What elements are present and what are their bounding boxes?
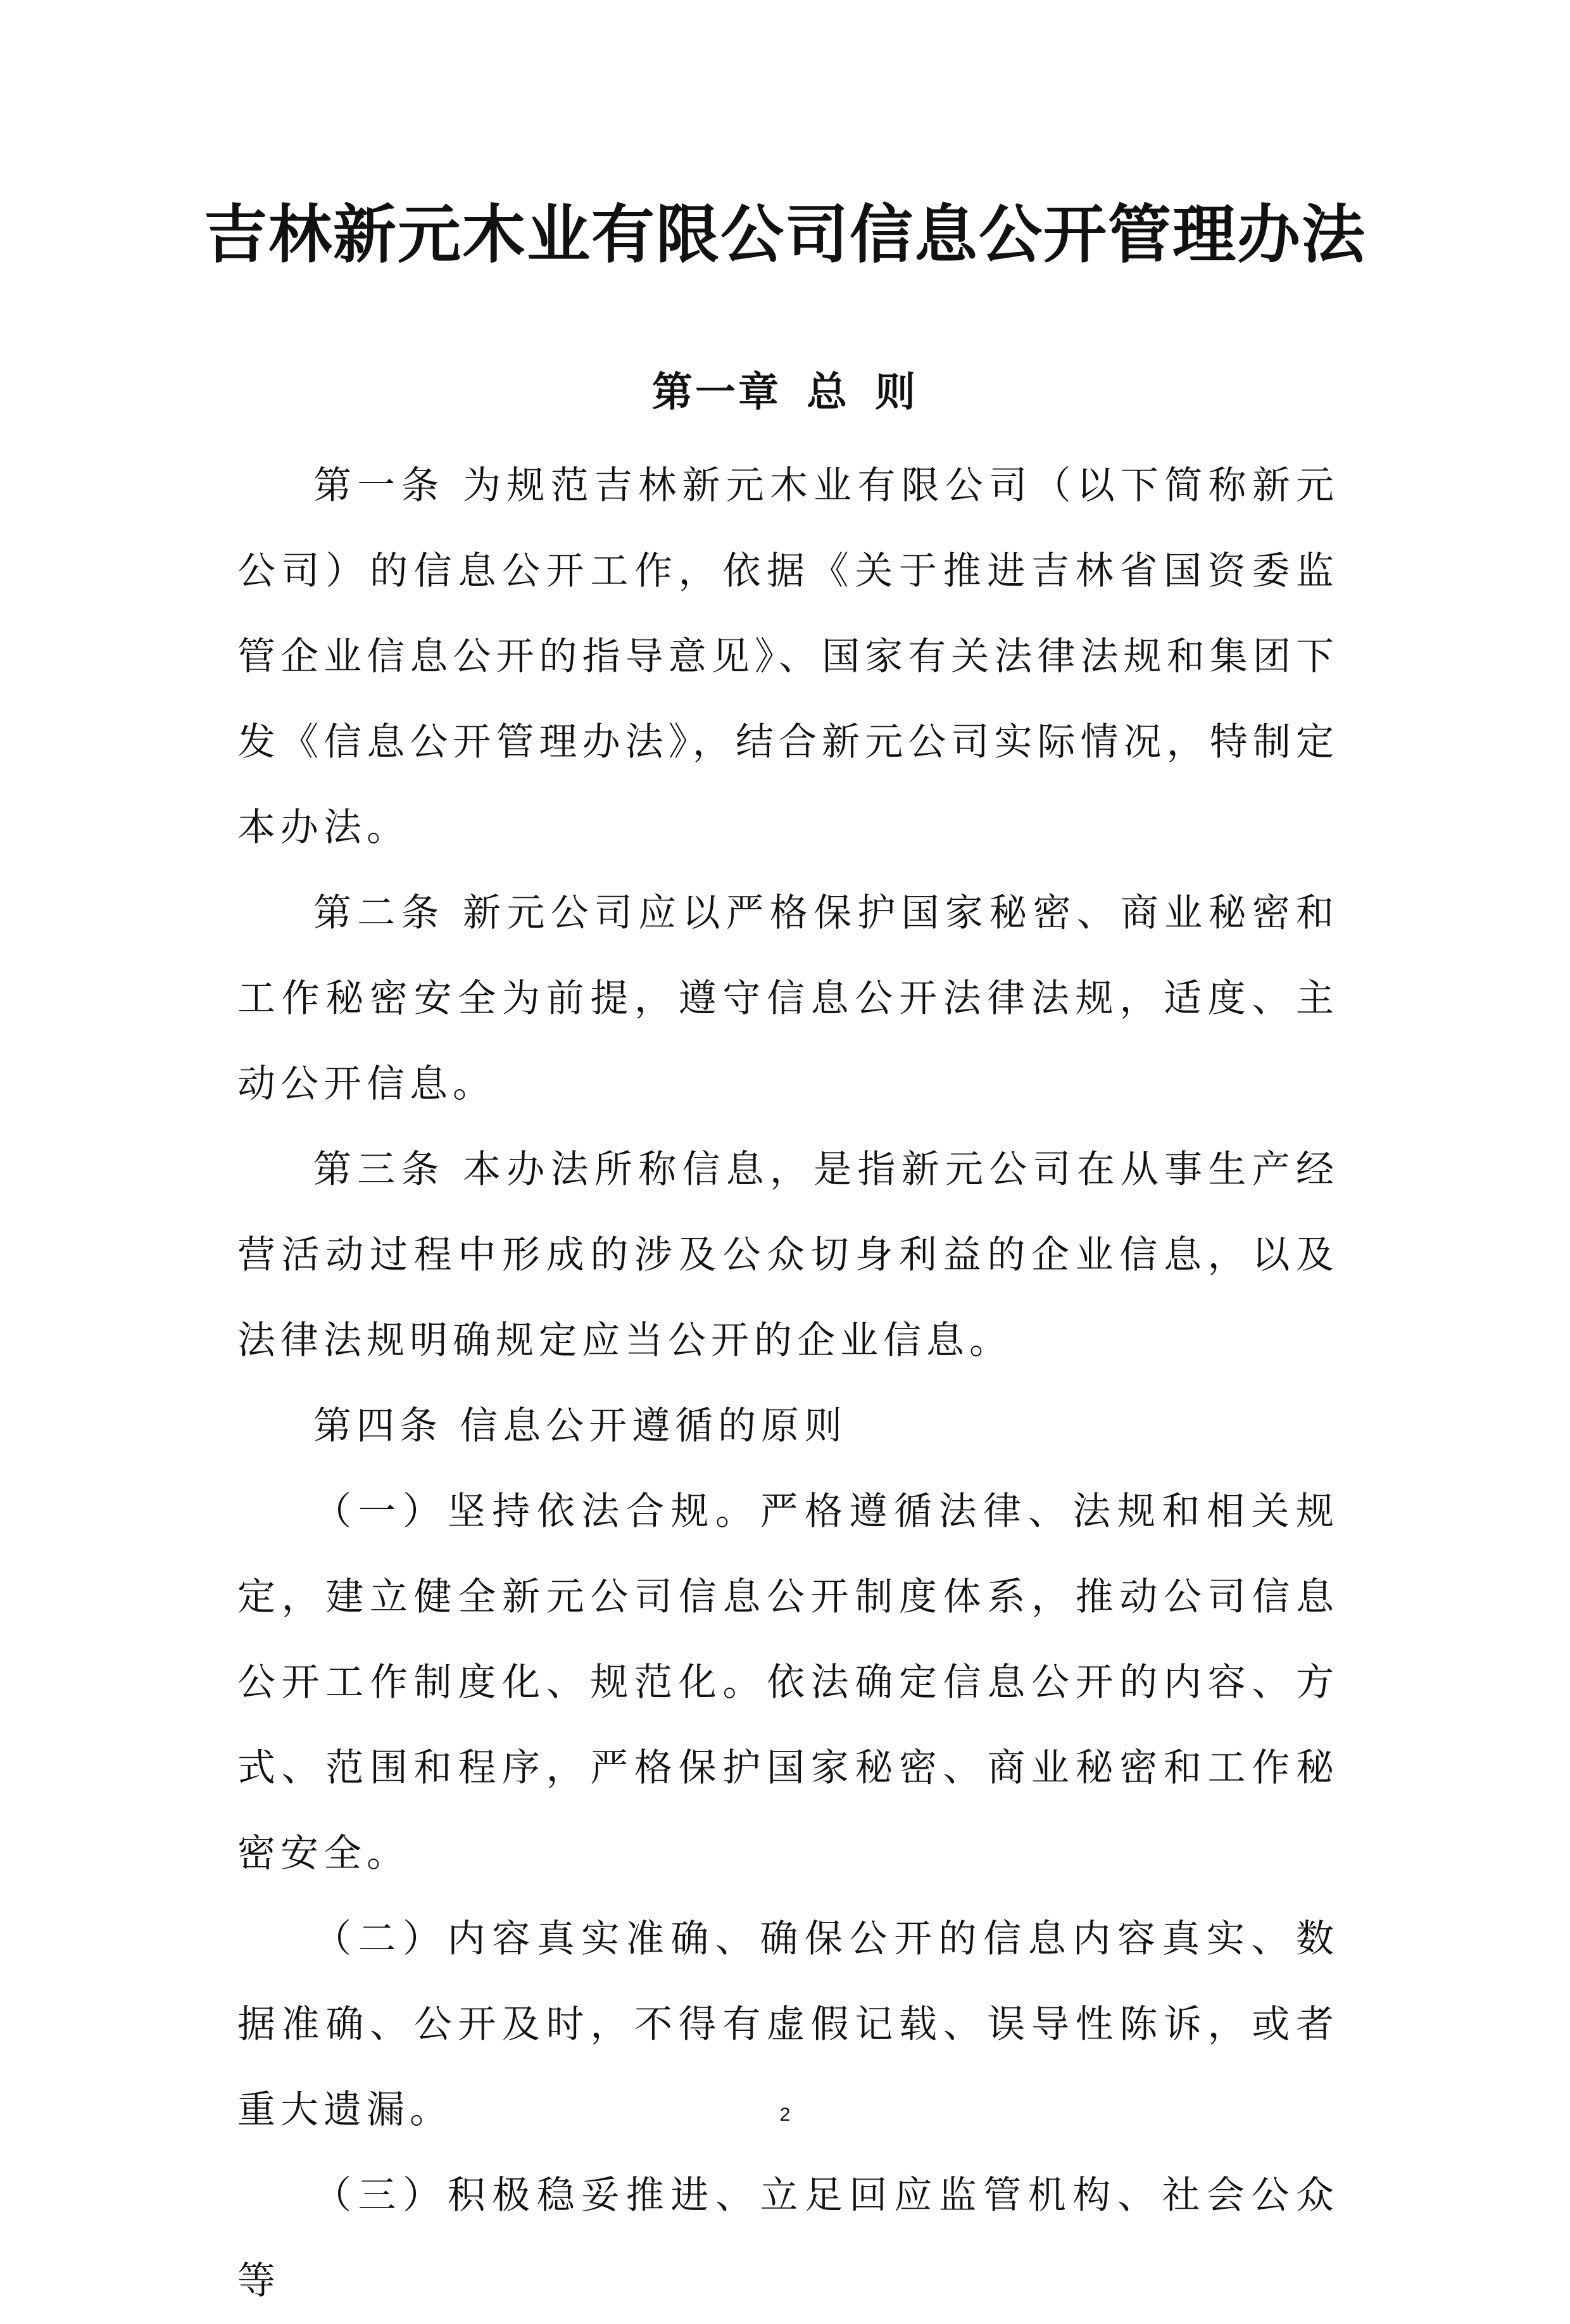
page-number: 2: [779, 2104, 791, 2125]
document-title: 吉林新元木业有限公司信息公开管理办法: [204, 197, 1366, 272]
article-2: 第二条 新元公司应以严格保护国家秘密、商业秘密和工作秘密安全为前提，遵守信息公开法律法规，适度、主动公开信息。: [237, 891, 1339, 1106]
principle-2: （二）内容真实准确、确保公开的信息内容真实、数据准确、公开及时，不得有虚假记载、误导性陈诉，或者重大遗漏。: [237, 1917, 1339, 2132]
document-body: [237, 443, 1339, 2324]
article-3: 第三条 本办法所称信息，是指新元公司在从事生产经营活动过程中形成的涉及公众切身利益的企业信息，以及法律法规明确规定应当公开的企业信息。: [237, 1147, 1339, 1363]
chapter-name-part2: 则: [875, 369, 918, 416]
chapter-heading: [0, 361, 1570, 424]
chapter-number: 第一章: [652, 369, 781, 416]
article-1: 第一条 为规范吉林新元木业有限公司（以下简称新元公司）的信息公开工作，依据《关于推进吉林省国资委监管企业信息公开的指导意见》、国家有关法律法规和集团下发《信息公开管理办法》，结合新元公司实际情况，特制定本办法。: [237, 464, 1339, 850]
article-4: 第四条 信息公开遵循的原则: [313, 1404, 848, 1448]
principle-1: （一）坚持依法合规。严格遵循法律、法规和相关规定，建立健全新元公司信息公开制度体系，推动公司信息公开工作制度化、规范化。依法确定信息公开的内容、方式、范围和程序，严格保护国家秘密、商业秘密和工作秘密安全。: [237, 1489, 1339, 1876]
chapter-name-part1: 总: [807, 369, 850, 416]
principle-3: （三）积极稳妥推进、立足回应监管机构、社会公众等: [237, 2173, 1339, 2303]
